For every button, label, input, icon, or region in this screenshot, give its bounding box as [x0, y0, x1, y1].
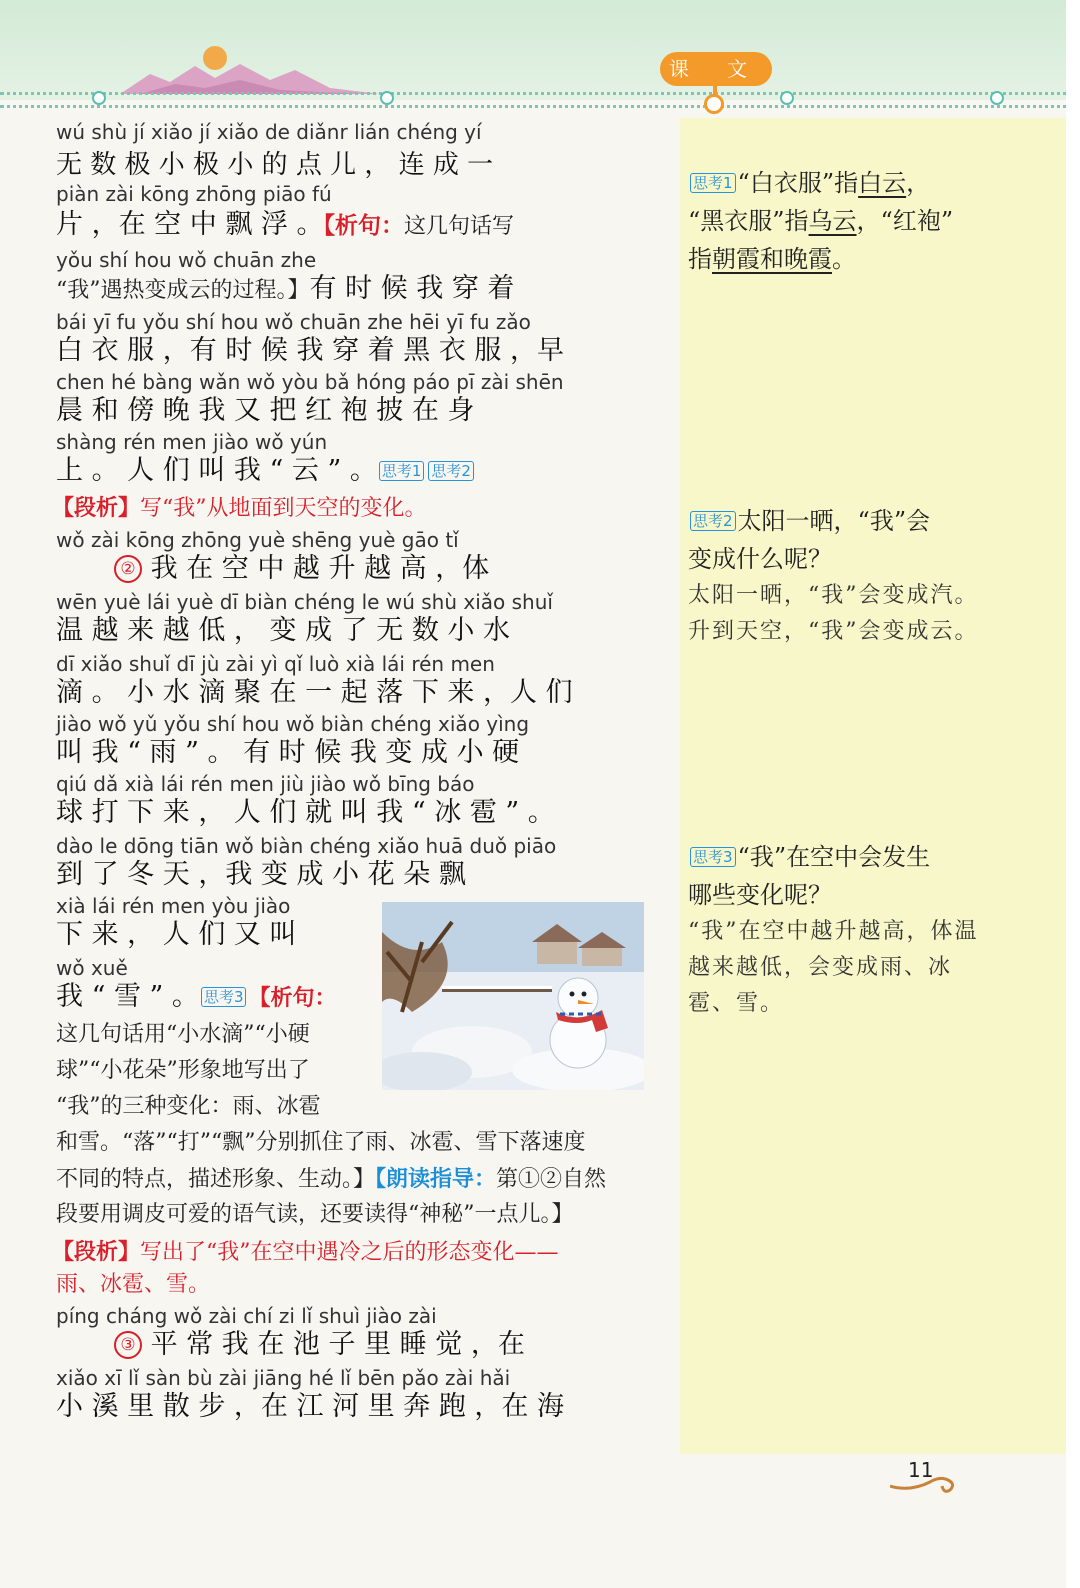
pinyin-line: shàng rén men jiào wǒ yún	[56, 430, 328, 454]
analysis-text: “我”的三种变化：雨、冰雹	[56, 1094, 321, 1119]
pinyin-line: píng cháng wǒ zài chí zi lǐ shuì jiào zài	[56, 1304, 437, 1328]
pinyin-line: yǒu shí hou wǒ chuān zhe	[56, 248, 317, 272]
think-tag-3-ref[interactable]: 思考3	[201, 987, 247, 1007]
pinyin-line: chen hé bàng wǎn wǒ yòu bǎ hóng páo pī zài shēn	[56, 370, 564, 394]
text-line: 下 来 ， 人 们 又 叫	[56, 919, 297, 950]
text-line: ③ 平 常 我 在 池 子 里 睡 觉 ，在	[56, 1328, 656, 1362]
analysis-label: 【析句：	[323, 212, 404, 239]
paragraph-number: ③	[114, 1331, 142, 1359]
page-ornament	[890, 1468, 970, 1494]
divider-dot	[92, 91, 106, 105]
text-line: 无 数 极 小 极 小 的 点 儿 ， 连 成 一	[56, 150, 494, 180]
analysis-text: 段要用调皮可爱的语气读，还要读得“神秘”一点儿。】	[56, 1202, 574, 1227]
divider-dot	[380, 91, 394, 105]
mountain-sun-decoration	[120, 30, 380, 98]
pinyin-line: wǒ zài kōng zhōng yuè shēng yuè gāo tǐ	[56, 528, 459, 552]
paragraph-analysis: 【段析】写“我”从地面到天空的变化。	[52, 495, 427, 521]
pinyin-line: piàn zài kōng zhōng piāo fú	[56, 182, 332, 206]
think-tag-2[interactable]: 思考2	[690, 511, 736, 531]
text-line: 温 越 来 越 低 ， 变 成 了 无 数 小 水	[56, 615, 510, 646]
think-tag-1-ref[interactable]: 思考1	[379, 461, 425, 481]
header-divider	[0, 92, 1080, 108]
text-line: 叫 我 “ 雨 ” 。 有 时 候 我 变 成 小 硬	[56, 737, 520, 768]
pinyin-line: jiào wǒ yǔ yǒu shí hou wǒ biàn chéng xiǎo yìng	[56, 712, 530, 736]
analysis-text: 和雪。“落”“打”“飘”分别抓住了雨、冰雹、雪下落速度	[56, 1130, 586, 1155]
text-line: 上 。 人 们 叫 我 “ 云 ” 。 思考1 思考2	[56, 454, 656, 488]
pinyin-line: xià lái rén men yòu jiào	[56, 894, 291, 918]
analysis-text: 不同的特点，描述形象、生动。】【朗读指导：第①②自然	[56, 1166, 607, 1192]
text-line: “我”遇热变成云的过程。】有 时 候 我 穿 着	[56, 273, 515, 304]
side-note-1: 思考1 “白衣服”指白云， “黑衣服”指乌云，“红袍” 指朝霞和晚霞。	[688, 169, 954, 273]
text-line: 小 溪 里 散 步 ，在 江 河 里 奔 跑 ，在 海	[56, 1391, 564, 1422]
paragraph-analysis: 【段析】写出了“我”在空中遇冷之后的形态变化——	[52, 1239, 559, 1265]
answer-2: 太阳一晒，“我”会变成汽。升到天空，“我”会变成云。	[688, 583, 979, 644]
think-tag-2-ref[interactable]: 思考2	[428, 461, 474, 481]
pinyin-line: qiú dǎ xià lái rén men jiù jiào wǒ bīng báo	[56, 772, 475, 796]
page-header	[0, 0, 1080, 100]
text-line: 球 打 下 来 ， 人 们 就 叫 我 “ 冰 雹 ” 。	[56, 797, 555, 828]
section-label: 课 文	[660, 52, 772, 86]
pinyin-line: wú shù jí xiǎo jí xiǎo de diǎnr lián chéng yí	[56, 120, 482, 144]
analysis-text: 球”“小花朵”形象地写出了	[56, 1058, 310, 1083]
side-note-2: 思考2 太阳一晒，“我”会 变成什么呢？ 太阳一晒，“我”会变成汽。升到天空，“我”会变成云。	[688, 502, 980, 650]
pinyin-line: wǒ xuě	[56, 956, 128, 980]
divider-dot	[990, 91, 1004, 105]
think-tag-3[interactable]: 思考3	[690, 847, 736, 867]
snowman-illustration	[382, 902, 644, 1090]
pinyin-line: xiǎo xī lǐ sàn bù zài jiāng hé lǐ bēn pǎo zài hǎi	[56, 1366, 511, 1390]
reading-guide-label: 【朗读指导：	[375, 1166, 497, 1192]
text-line: 晨 和 傍 晚 我 又 把 红 袍 披 在 身	[56, 395, 475, 426]
pinyin-line: bái yī fu yǒu shí hou wǒ chuān zhe hēi yī fu zǎo	[56, 310, 531, 334]
text-line: ② 我 在 空 中 越 升 越 高 ，体	[56, 552, 656, 586]
text-line: 到 了 冬 天 ，我 变 成 小 花 朵 飘	[56, 859, 466, 890]
text-line: 我 “ 雪 ” 。 思考3 【析句：	[56, 981, 337, 1012]
paragraph-number: ②	[114, 555, 142, 583]
section-label-dot	[704, 94, 724, 114]
text-line: 白 衣 服 ，有 时 候 我 穿 着 黑 衣 服 ，早	[56, 335, 564, 366]
text-line: 滴 。 小 水 滴 聚 在 一 起 落 下 来 ，人 们	[56, 677, 573, 708]
side-notes-column	[680, 118, 1068, 1454]
page-number: 11	[908, 1458, 934, 1482]
side-note-3: 思考3 “我”在空中会发生 哪些变化呢？ “我”在空中越升越高，体温越来越低，会变成雨、冰雹、雪。	[688, 838, 980, 1022]
answer-3: “我”在空中越升越高，体温越来越低，会变成雨、冰雹、雪。	[688, 919, 979, 1016]
divider-dot	[780, 91, 794, 105]
think-tag-1[interactable]: 思考1	[690, 173, 736, 193]
pinyin-line: wēn yuè lái yuè dī biàn chéng le wú shù xiǎo shuǐ	[56, 590, 553, 614]
pinyin-line: dào le dōng tiān wǒ biàn chéng xiǎo huā duǒ piāo	[56, 834, 557, 858]
analysis-text: 这几句话用“小水滴”“小硬	[56, 1022, 310, 1047]
page-edge	[1066, 0, 1080, 1588]
text-line: 片 ，在 空 中 飘 浮 。【析句：这几句话写	[56, 209, 515, 240]
pinyin-line: dī xiǎo shuǐ dī jù zài yì qǐ luò xià lái rén men	[56, 652, 495, 676]
paragraph-analysis: 雨、冰雹、雪。	[56, 1272, 211, 1297]
